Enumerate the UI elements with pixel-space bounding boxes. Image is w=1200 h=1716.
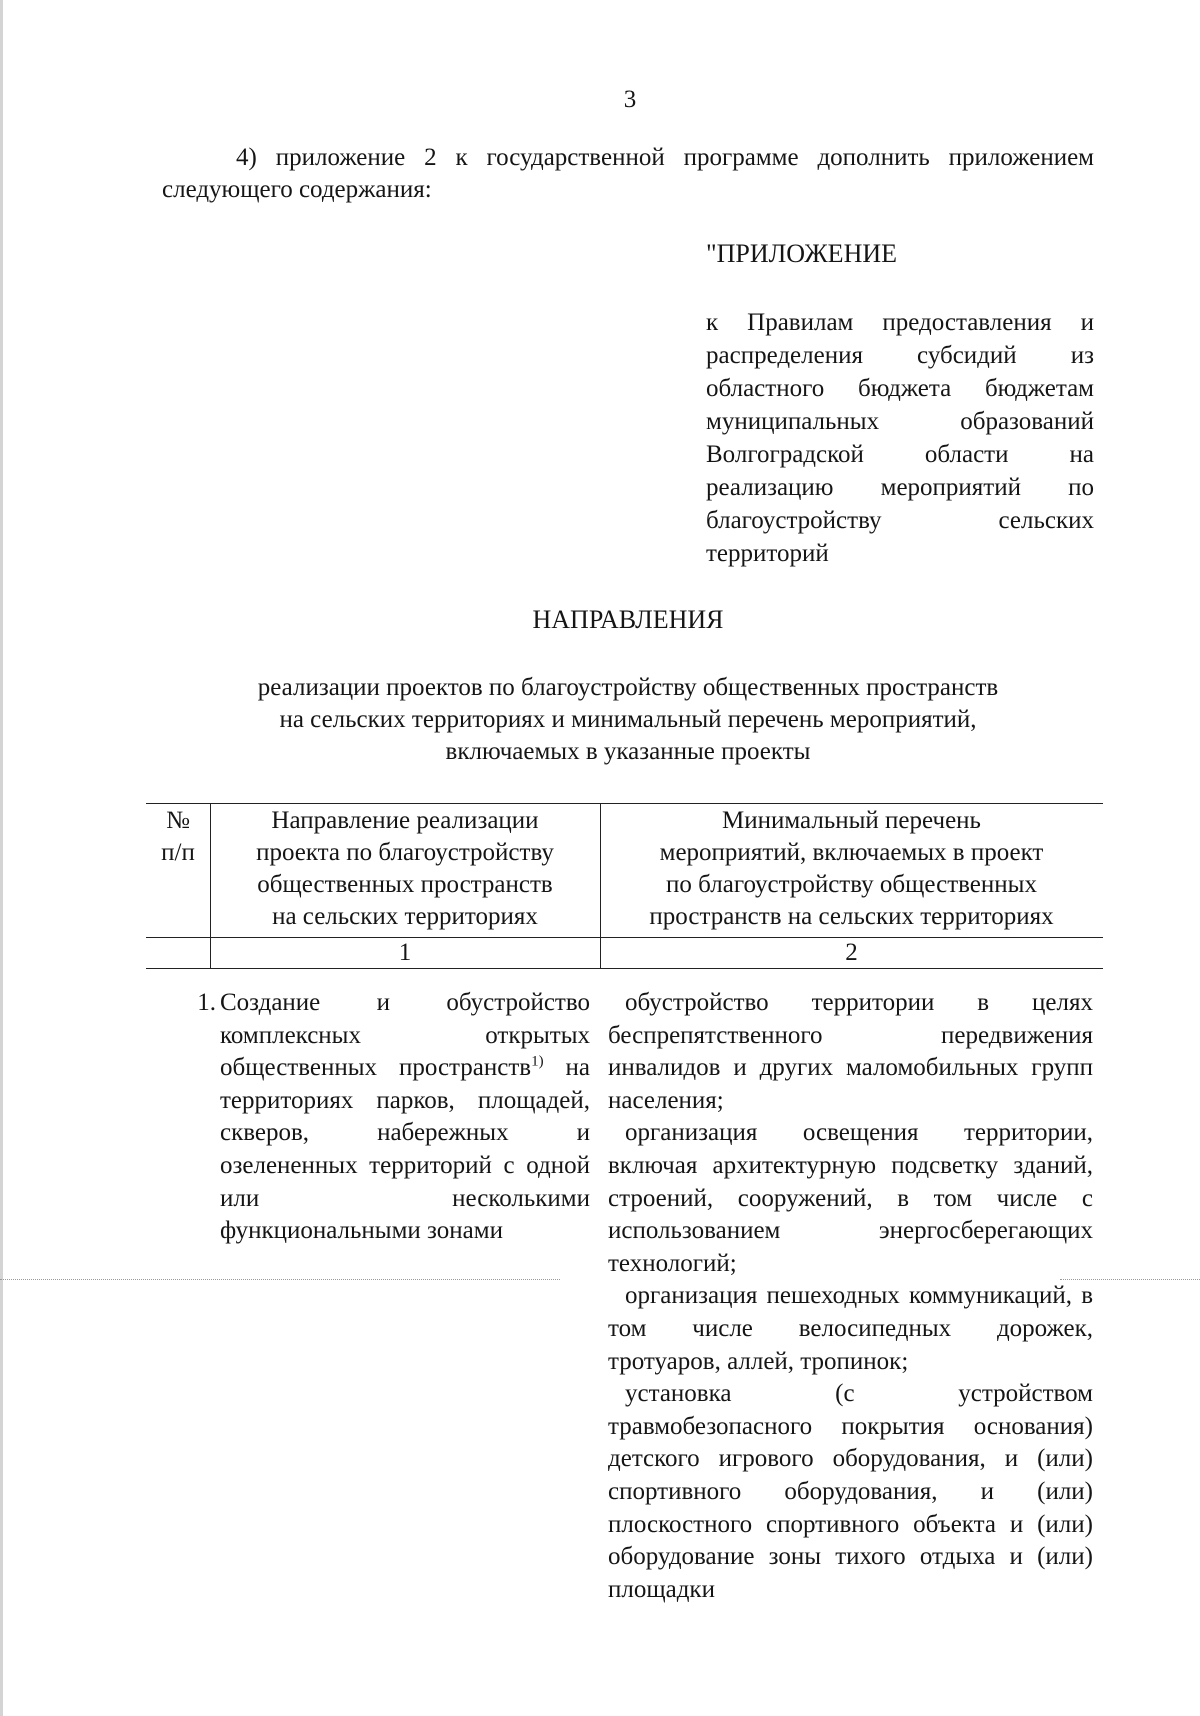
appendix-title: "ПРИЛОЖЕНИЕ (706, 239, 898, 268)
scan-page-edge (0, 0, 3, 1716)
row-measures (608, 987, 1093, 1606)
document-subtitle (190, 672, 1066, 768)
header-measures: Минимальный перечень мероприятий, включаемых в проект по благоустройству общественных пространств на сельских территориях (649, 807, 1054, 930)
subtitle-line: реализации проектов по благоустройству общественных пространств (257, 674, 999, 701)
row-direction: Создание и обустройство комплексных открытых общественных пространств$^{1)}$ на территориях парков, площадей, скверов, набережных и озелененных территорий с одной или несколькими функциональными зонами (220, 989, 590, 1245)
header-direction: Направление реализации проекта по благоустройству общественных пространств на сельских территориях (256, 807, 554, 930)
row-number: 1. (197, 989, 216, 1016)
measure-item: установка (с устройством травмобезопасного покрытия основания) детского игрового оборудования, и (или) спортивного оборудования, и (или) плоскостного спортивного объекта и (или) оборудование зоны тихого отдыха и (или) площадки (608, 1380, 1093, 1603)
appendix-subtitle: к Правилам предоставления и распределения субсидий из областного бюджета бюджетам муниципальных образований Волгоградской области на реализацию мероприятий по благоустройству сельских территорий (706, 309, 1094, 567)
document-title: НАПРАВЛЕНИЯ (532, 605, 724, 634)
page-number: 3 (623, 86, 637, 113)
scan-artifact-line (1060, 1279, 1200, 1280)
subtitle-line: на сельских территориях и минимальный перечень мероприятий, (279, 706, 977, 733)
measure-item: обустройство территории в целях беспрепятственного передвижения инвалидов и других маломобильных групп населения; (608, 989, 1093, 1114)
measure-item: организация пешеходных коммуникаций, в том числе велосипедных дорожек, тротуаров, аллей, тропинок; (608, 1282, 1093, 1375)
measure-item: организация освещения территории, включая архитектурную подсветку зданий, строений, сооружений, в том числе с использованием энергосберегающих технологий; (608, 1119, 1093, 1277)
column-number-2: 2 (845, 939, 858, 966)
footnote-mark: 1) (531, 1053, 544, 1070)
scan-artifact-line (0, 1279, 560, 1280)
subtitle-line: включаемых в указанные проекты (445, 738, 811, 765)
intro-paragraph: 4) приложение 2 к государственной программе дополнить приложением следующего содержания: (162, 144, 1094, 203)
column-number-1: 1 (398, 939, 412, 966)
table-top-rule (146, 803, 1103, 804)
header-num: № п/п (161, 807, 195, 866)
